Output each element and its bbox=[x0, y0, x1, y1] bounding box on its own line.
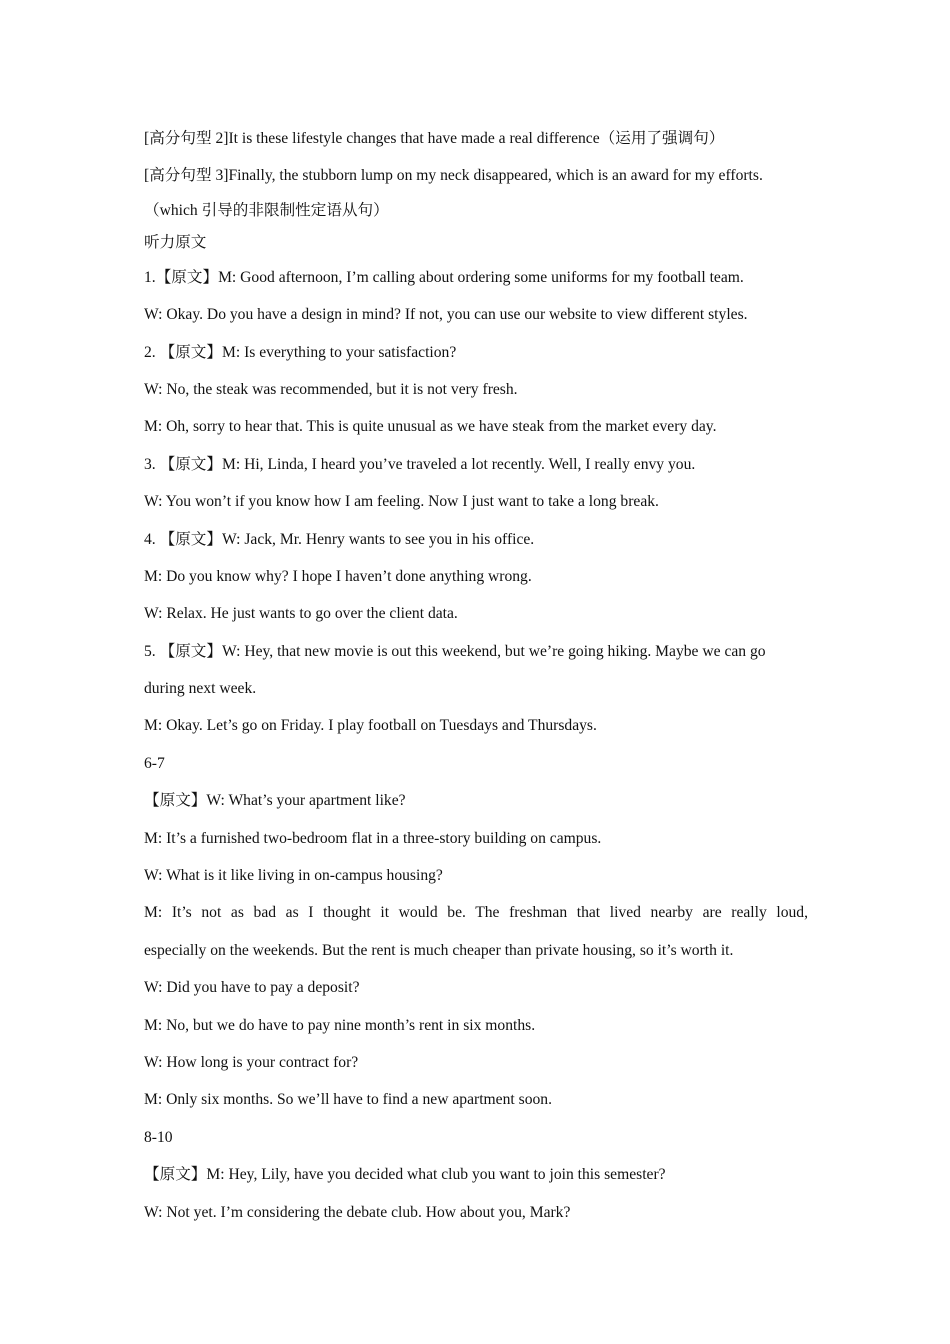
text-line: 1.【原文】M: Good afternoon, I’m calling about ordering some uniforms for my football team. bbox=[144, 268, 744, 286]
text-line: M: It’s a furnished two-bedroom flat in a three-story building on campus. bbox=[144, 829, 602, 847]
text-line: 2. 【原文】M: Is everything to your satisfaction? bbox=[144, 343, 457, 361]
text-line: [高分句型 2]It is these lifestyle changes that have made a real difference（运用了强调句） bbox=[144, 130, 725, 147]
text-line: W: What is it like living in on-campus housing? bbox=[144, 867, 443, 885]
text-line: 4. 【原文】W: Jack, Mr. Henry wants to see you in his office. bbox=[144, 530, 535, 548]
text-line: W: No, the steak was recommended, but it is not very fresh. bbox=[144, 380, 518, 398]
text-line: 3. 【原文】M: Hi, Linda, I heard you’ve traveled a lot recently. Well, I really envy you. bbox=[144, 455, 696, 473]
text-line: W: You won’t if you know how I am feeling. Now I just want to take a long break. bbox=[144, 493, 659, 511]
text-line: （which 引导的非限制性定语从句） bbox=[144, 201, 389, 219]
text-line: 5. 【原文】W: Hey, that new movie is out this weekend, but we’re going hiking. Maybe we can go bbox=[144, 642, 766, 660]
text-line: during next week. bbox=[144, 680, 257, 698]
text-line: M: Okay. Let’s go on Friday. I play football on Tuesdays and Thursdays. bbox=[144, 717, 597, 735]
text-line: M: Only six months. So we’ll have to find a new apartment soon. bbox=[144, 1091, 552, 1109]
text-line: 【原文】M: Hey, Lily, have you decided what club you want to join this semester? bbox=[144, 1166, 666, 1184]
text-line: [高分句型 3]Finally, the stubborn lump on my neck disappeared, which is an award for my efforts. bbox=[144, 167, 763, 185]
text-line: M: Do you know why? I hope I haven’t done anything wrong. bbox=[144, 567, 532, 585]
text-line: especially on the weekends. But the rent is much cheaper than private housing, so it’s worth it. bbox=[144, 941, 734, 959]
text-line: W: Not yet. I’m considering the debate club. How about you, Mark? bbox=[144, 1203, 571, 1221]
text-line: W: Okay. Do you have a design in mind? If not, you can use our website to view different styles. bbox=[144, 306, 748, 324]
text-line: W: Did you have to pay a deposit? bbox=[144, 979, 360, 997]
text-line: W: Relax. He just wants to go over the client data. bbox=[144, 605, 458, 623]
section-number: 8-10 bbox=[144, 1128, 173, 1146]
section-heading: 听力原文 bbox=[144, 233, 207, 251]
text-line: M: No, but we do have to pay nine month’s rent in six months. bbox=[144, 1016, 536, 1034]
section-number: 6-7 bbox=[144, 754, 165, 772]
text-line: 【原文】W: What’s your apartment like? bbox=[144, 792, 406, 810]
text-line: W: How long is your contract for? bbox=[144, 1053, 359, 1071]
text-line: M: Oh, sorry to hear that. This is quite unusual as we have steak from the market every day. bbox=[144, 418, 717, 436]
text-line: M: It’s not as bad as I thought it would be. The freshman that lived nearby are really loud, bbox=[144, 904, 808, 922]
document-body bbox=[144, 120, 808, 1231]
